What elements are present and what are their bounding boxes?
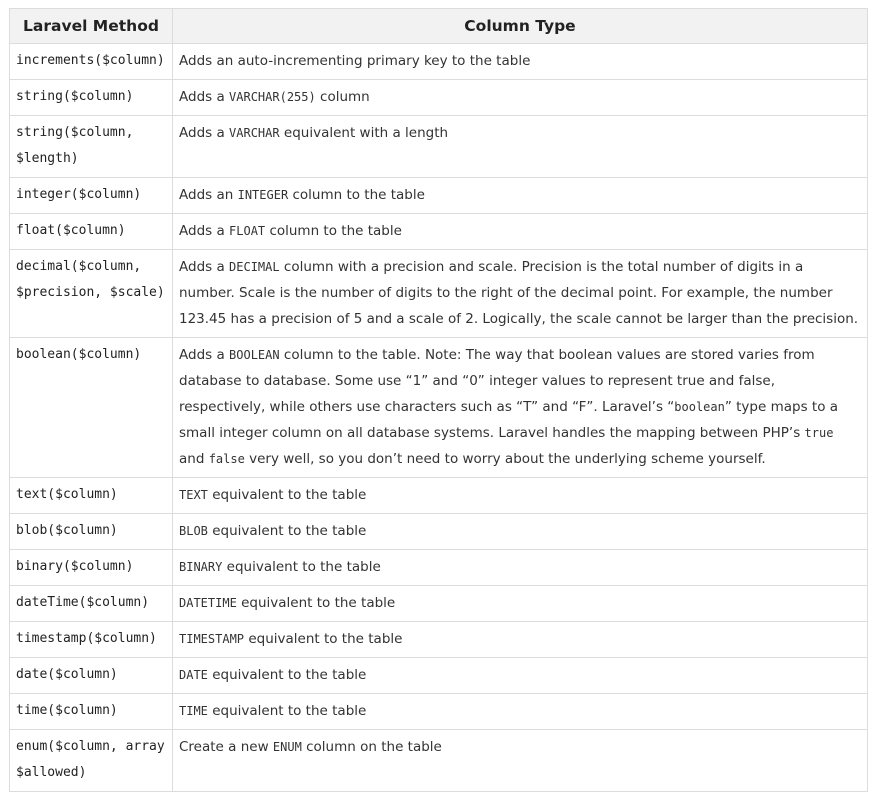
description-text: equivalent to the table — [222, 559, 381, 575]
description-cell — [173, 730, 868, 792]
method-cell: string($column, $length) — [10, 116, 173, 178]
method-cell: text($column) — [10, 478, 173, 514]
method-cell: float($column) — [10, 214, 173, 250]
table-row — [10, 514, 868, 550]
description-text: column to the table — [265, 223, 402, 239]
method-cell: enum($column, array $allowed) — [10, 730, 173, 792]
inline-code: boolean — [674, 400, 725, 414]
inline-code: false — [208, 452, 245, 466]
description-cell — [173, 214, 868, 250]
description-text: equivalent to the table — [207, 523, 367, 539]
table-header-row — [10, 9, 868, 44]
inline-code: VARCHAR(255) — [229, 90, 316, 104]
method-cell: string($column) — [10, 80, 173, 116]
inline-code: TEXT — [179, 488, 208, 502]
description-text: equivalent to the table — [236, 595, 396, 611]
description-text: Create a new — [179, 739, 273, 755]
description-cell — [173, 116, 868, 178]
inline-code: INTEGER — [237, 188, 289, 202]
description-cell — [173, 250, 868, 338]
inline-code: BLOB — [179, 524, 208, 538]
method-cell: binary($column) — [10, 550, 173, 586]
table-row — [10, 178, 868, 214]
table-row — [10, 214, 868, 250]
description-text: column to the table. Note: The way that boolean values are stored varies from database to database. Some use “1” and “0” integer values to represent true and false, respectively, while others use characters such as “T” and “F”. Laravel’s “ — [179, 347, 815, 415]
description-text: Adds a — [179, 223, 230, 239]
table-row — [10, 622, 868, 658]
table-row — [10, 250, 868, 338]
table-row — [10, 80, 868, 116]
description-text: equivalent to the table — [207, 667, 367, 683]
inline-code: TIMESTAMP — [179, 632, 245, 646]
inline-code: VARCHAR — [229, 126, 280, 140]
inline-code: ENUM — [272, 740, 302, 754]
method-cell: dateTime($column) — [10, 586, 173, 622]
description-text: equivalent to the table — [207, 703, 367, 719]
inline-code: DATE — [179, 668, 208, 682]
table-row — [10, 730, 868, 792]
description-cell — [173, 478, 868, 514]
inline-code: DATETIME — [179, 596, 237, 610]
description-text: column to the table — [288, 187, 425, 203]
description-text: column — [315, 89, 370, 105]
header-laravel-method: Laravel Method — [10, 9, 173, 44]
inline-code: FLOAT — [229, 224, 266, 238]
description-text: equivalent to the table — [207, 487, 367, 503]
description-cell — [173, 586, 868, 622]
table-body — [10, 44, 868, 792]
inline-code: true — [804, 426, 834, 440]
inline-code: TIME — [179, 704, 208, 718]
description-cell — [173, 178, 868, 214]
table-row — [10, 658, 868, 694]
method-cell: increments($column) — [10, 44, 173, 80]
method-cell: boolean($column) — [10, 338, 173, 478]
table-row — [10, 478, 868, 514]
description-text: Adds a — [179, 125, 230, 141]
method-cell: integer($column) — [10, 178, 173, 214]
method-cell: time($column) — [10, 694, 173, 730]
description-cell — [173, 622, 868, 658]
table-row — [10, 116, 868, 178]
description-text: Adds an — [179, 187, 238, 203]
description-text: column on the table — [301, 739, 442, 755]
content-wrapper — [9, 8, 867, 792]
inline-code: DECIMAL — [229, 260, 280, 274]
description-text: Adds an auto-incrementing primary key to the table — [179, 53, 531, 69]
table-row — [10, 44, 868, 80]
header-column-type: Column Type — [173, 9, 868, 44]
description-cell — [173, 338, 868, 478]
description-cell — [173, 80, 868, 116]
description-text: and — [179, 451, 209, 467]
description-text: very well, so you don’t need to worry about the underlying scheme yourself. — [244, 451, 766, 467]
description-text: Adds a — [179, 347, 230, 363]
table-row — [10, 338, 868, 478]
inline-code: BOOLEAN — [229, 348, 280, 362]
description-text: Adds a — [179, 89, 230, 105]
table-row — [10, 694, 868, 730]
description-cell — [173, 694, 868, 730]
method-cell: decimal($column, $precision, $scale) — [10, 250, 173, 338]
method-cell: timestamp($column) — [10, 622, 173, 658]
description-cell — [173, 658, 868, 694]
description-cell — [173, 550, 868, 586]
method-cell: date($column) — [10, 658, 173, 694]
description-text: Adds a — [179, 259, 230, 275]
description-cell — [173, 44, 868, 80]
description-text: equivalent with a length — [279, 125, 449, 141]
description-cell — [173, 514, 868, 550]
description-text: column with a precision and scale. Precision is the total number of digits in a number. Scale is the number of digits to the right of the decimal point. For example, the number 123.45 has a precision of 5 and a scale of 2. Logically, the scale cannot be larger than the precision. — [179, 259, 859, 327]
table-row — [10, 586, 868, 622]
inline-code: BINARY — [179, 560, 223, 574]
description-text: ” type maps to a small integer column on all database systems. Laravel handles the mapping between PHP’s — [179, 399, 839, 441]
laravel-column-types-table — [9, 8, 868, 792]
table-row — [10, 550, 868, 586]
method-cell: blob($column) — [10, 514, 173, 550]
description-text: equivalent to the table — [244, 631, 403, 647]
